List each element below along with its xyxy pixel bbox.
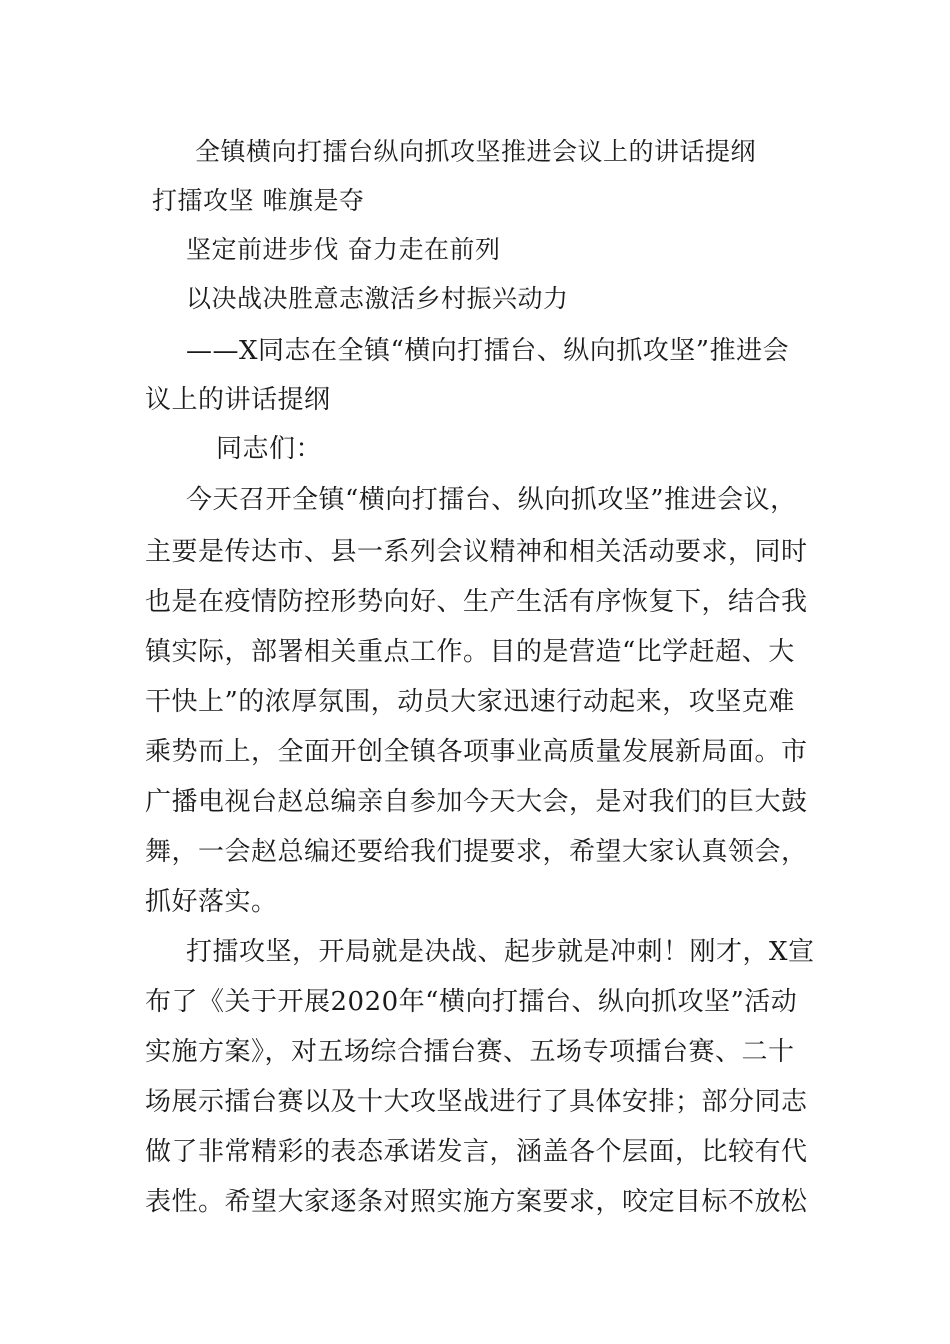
paragraph-line: 乘势而上，全面开创全镇各项事业高质量发展新局面。市 (145, 737, 808, 767)
document-title: 全镇横向打擂台纵向抓攻坚推进会议上的讲话提纲 (195, 137, 757, 166)
paragraph-line: 舞，一会赵总编还要给我们提要求，希望大家认真领会， (145, 837, 808, 867)
paragraph-line: 镇实际，部署相关重点工作。目的是营造“比学赶超、大 (145, 637, 795, 667)
paragraph-line: 抓好落实。 (145, 887, 278, 917)
paragraph-line: 主要是传达市、县一系列会议精神和相关活动要求，同时 (145, 537, 808, 567)
paragraph-line: 干快上”的浓厚氛围，动员大家迅速行动起来，攻坚克难 (145, 687, 795, 717)
byline-line-2: 议上的讲话提纲 (145, 385, 331, 415)
salutation: 同志们： (216, 434, 323, 464)
paragraph-line: 今天召开全镇“横向打擂台、纵向抓攻坚”推进会议， (186, 485, 797, 515)
paragraph-line: 广播电视台赵总编亲自参加今天大会，是对我们的巨大鼓 (145, 787, 808, 817)
paragraph-line: 也是在疫情防控形势向好、生产生活有序恢复下，结合我 (145, 587, 808, 617)
paragraph-line: 场展示擂台赛以及十大攻坚战进行了具体安排；部分同志 (145, 1087, 808, 1117)
paragraph-line: 实施方案》，对五场综合擂台赛、五场专项擂台赛、二十 (145, 1037, 795, 1067)
paragraph-line: 做了非常精彩的表态承诺发言，涵盖各个层面，比较有代 (145, 1137, 808, 1167)
paragraph-line: 表性。希望大家逐条对照实施方案要求，咬定目标不放松 (145, 1187, 808, 1217)
heading-1: 打擂攻坚 唯旗是夺 (152, 186, 365, 215)
paragraph-line: 打擂攻坚，开局就是决战、起步就是冲刺！刚才，X宣 (186, 937, 815, 967)
byline-line-1: ——X同志在全镇“横向打擂台、纵向抓攻坚”推进会 (186, 336, 790, 366)
paragraph-line: 布了《关于开展2020年“横向打擂台、纵向抓攻坚”活动 (145, 987, 798, 1017)
heading-2: 坚定前进步伐 奋力走在前列 (186, 235, 501, 264)
heading-3: 以决战决胜意志激活乡村振兴动力 (186, 284, 569, 313)
